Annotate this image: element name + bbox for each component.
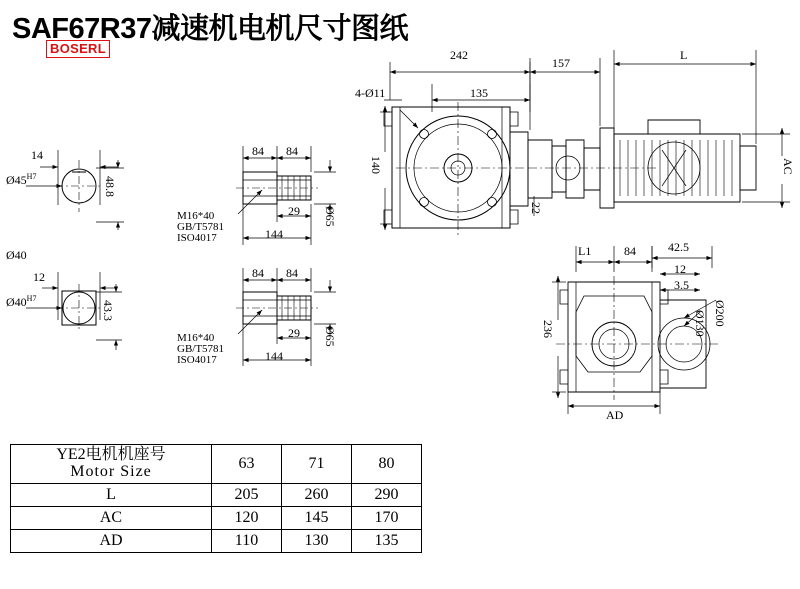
table-cell-L-80: 290 xyxy=(352,483,422,506)
thread-std2-bottom: ISO4017 xyxy=(177,354,217,366)
dim-key-width-top: 14 xyxy=(31,148,43,162)
dim-key-width-bottom: 12 xyxy=(33,270,45,284)
motor-size-table xyxy=(10,444,422,553)
dim-236: 236 xyxy=(541,320,555,338)
table-cell-L-63: 205 xyxy=(212,483,282,506)
dim-29-bottom: 29 xyxy=(288,326,300,340)
thread-std1-top: GB/T5781 xyxy=(177,221,225,233)
dim-242: 242 xyxy=(450,48,468,62)
dim-L-main: L xyxy=(680,48,688,62)
table-row-header xyxy=(11,445,422,484)
dim-holes: 4-Ø11 xyxy=(355,86,386,100)
page-title: SAF67R37减速机电机尺寸图纸 xyxy=(12,13,408,45)
dim-84-a-bottom: 84 xyxy=(252,266,264,280)
dim-L1: L1 xyxy=(578,244,592,258)
table-cell-L-71: 260 xyxy=(282,483,352,506)
thread-spec-bottom: M16*40 xyxy=(177,332,215,344)
dim-bore-top-tol: H7 xyxy=(26,172,37,181)
dim-84-b-top: 84 xyxy=(286,144,298,158)
dim-157: 157 xyxy=(552,56,570,70)
dim-12: 12 xyxy=(674,262,686,276)
table-row xyxy=(11,529,422,552)
dim-84-a-top: 84 xyxy=(252,144,264,158)
dim-42-5: 42.5 xyxy=(668,240,689,254)
dim-bore-top-value: Ø45 xyxy=(6,173,27,187)
dim-144-bottom: 144 xyxy=(265,349,283,363)
dim-bore-bottom-value: Ø40 xyxy=(6,295,27,309)
dim-dia-65-top: Ø65 xyxy=(323,206,337,227)
dim-22: 22 xyxy=(529,202,543,214)
table-header-label-en: Motor Size xyxy=(70,462,152,480)
table-header-label xyxy=(11,445,212,484)
dim-flange-dia: Ø40 xyxy=(6,248,27,262)
table-cell-AD-63: 110 xyxy=(212,529,282,552)
brand-logo: BOSERL xyxy=(46,40,110,58)
dim-height-bottom: 43.3 xyxy=(101,300,115,321)
dim-dia-130: Ø130 xyxy=(693,310,707,337)
table-row-label-AC: AC xyxy=(11,506,212,529)
table-row xyxy=(11,506,422,529)
dim-84-bottomview: 84 xyxy=(624,244,636,258)
table-cell-AC-63: 120 xyxy=(212,506,282,529)
table-row-label-L: L xyxy=(11,483,212,506)
dim-dia-65-bottom: Ø65 xyxy=(323,326,337,347)
table-header-size-63: 63 xyxy=(212,445,282,484)
thread-std2-top: ISO4017 xyxy=(177,232,217,244)
dim-bore-bottom xyxy=(6,294,36,310)
thread-spec-top: M16*40 xyxy=(177,210,215,222)
dim-dia-200: Ø200 xyxy=(713,300,727,327)
table-cell-AC-71: 145 xyxy=(282,506,352,529)
dim-bore-bottom-tol: H7 xyxy=(26,294,37,303)
table-header-size-71: 71 xyxy=(282,445,352,484)
dim-bore-top xyxy=(6,172,36,188)
table-cell-AD-80: 135 xyxy=(352,529,422,552)
thread-std1-bottom: GB/T5781 xyxy=(177,343,225,355)
dim-3-5: 3.5 xyxy=(674,278,689,292)
dim-AC-main: AC xyxy=(781,158,795,175)
dim-29-top: 29 xyxy=(288,204,300,218)
table-cell-AC-80: 170 xyxy=(352,506,422,529)
dim-140: 140 xyxy=(369,156,383,174)
dim-height-top: 48.8 xyxy=(103,176,117,197)
dim-84-b-bottom: 84 xyxy=(286,266,298,280)
table-header-size-80: 80 xyxy=(352,445,422,484)
table-row-label-AD: AD xyxy=(11,529,212,552)
dim-135: 135 xyxy=(470,86,488,100)
table-row xyxy=(11,483,422,506)
dim-144-top: 144 xyxy=(265,227,283,241)
dim-AD-view: AD xyxy=(606,408,624,422)
table-cell-AD-71: 130 xyxy=(282,529,352,552)
table-header-label-cn: YE2电机机座号 xyxy=(56,446,166,463)
